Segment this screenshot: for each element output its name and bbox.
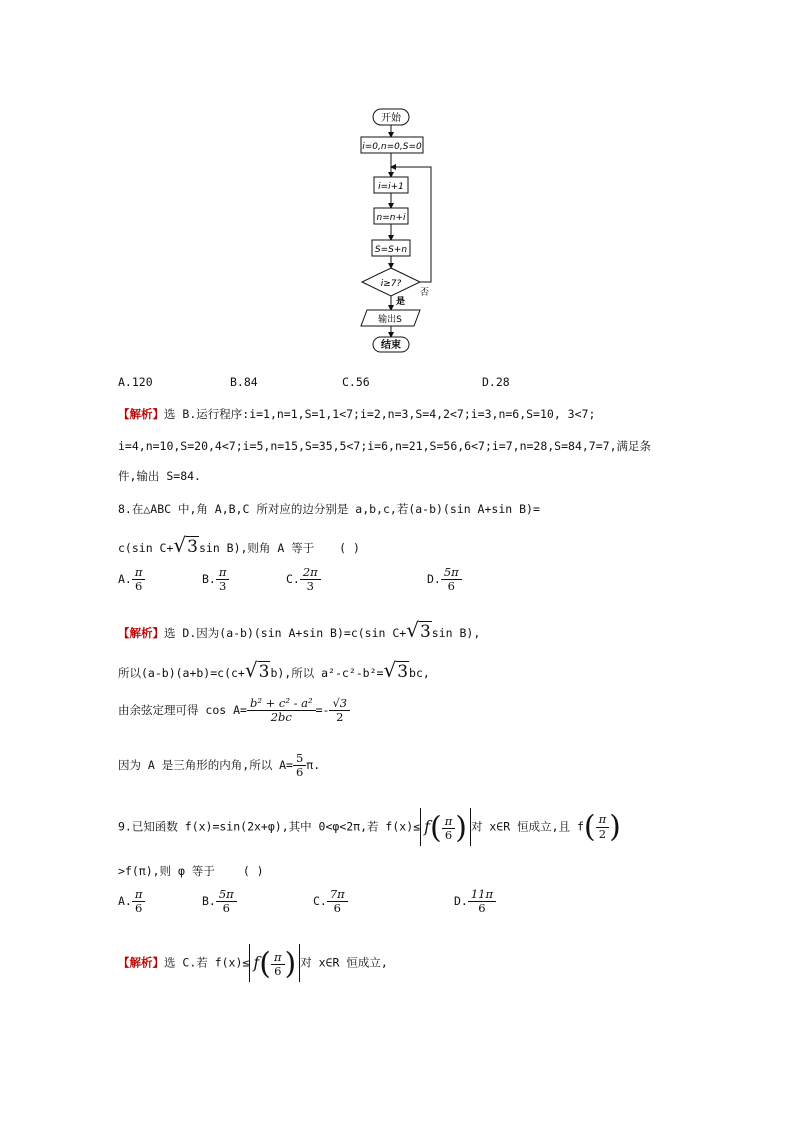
- q7-solution-line-1: 【解析】选 B.运行程序:i=1,n=1,S=1,1<7;i=2,n=3,S=4,2<7;i=3,n=6,S=10, 3<7;: [118, 407, 596, 421]
- q7-option-b: B.84: [230, 375, 258, 389]
- q8-stem-line-1: 8.在△ABC 中,角 A,B,C 所对应的边分别是 a,b,c,若(a-b)(sin A+sin B)=: [118, 502, 540, 516]
- q8-option-b: B. $\frac{\pi}{3}$: [202, 566, 229, 593]
- flow-start-label: 开始: [381, 113, 401, 124]
- flowchart: [350, 105, 450, 355]
- q8-option-a: A. $\frac{\pi}{6}$: [118, 566, 145, 593]
- flow-init-label: i=0,n=0,S=0: [362, 142, 422, 152]
- q9-option-c: C. $\frac{7\pi}{6}$: [313, 888, 348, 915]
- q7-option-d: D.28: [482, 375, 510, 389]
- q9-option-b: B. $\frac{5\pi}{6}$: [202, 888, 237, 915]
- flow-step2-label: n=n+i: [376, 213, 406, 223]
- q9-stem-line-1: 9.已知函数 f(x)=sin(2x+φ),其中 0<φ<2π,若 f(x)≤ f( $\frac{\pi}{6}$ ) 对 x∈R 恒成立,且 f( $\frac{\pi}{2}$ ): [118, 809, 621, 846]
- q8-solution-line-4: 因为 A 是三角形的内角,所以 A= $\frac{5}{6}$ π.: [118, 751, 321, 780]
- q7-solution-line-2: i=4,n=10,S=20,4<7;i=5,n=15,S=35,5<7;i=6,n=21,S=56,6<7;i=7,n=28,S=84,7=7,满足条: [118, 439, 651, 453]
- q7-option-c: C.56: [342, 375, 370, 389]
- flow-end-label: 结束: [381, 340, 401, 351]
- flow-yes-label: 是: [396, 297, 406, 307]
- q8-option-d: D. $\frac{5\pi}{6}$: [427, 566, 462, 593]
- q9-stem-line-2: >f(π),则 φ 等于 ( ): [118, 864, 264, 878]
- flow-step3-label: S=S+n: [374, 245, 408, 255]
- q9-option-a: A. $\frac{\pi}{6}$: [118, 888, 145, 915]
- q7-option-a: A.120: [118, 375, 153, 389]
- q7-solution-line-3: 件,输出 S=84.: [118, 469, 201, 483]
- q8-solution-line-3: 由余弦定理可得 cos A= $\frac{\text{b² + c² - a²}}{2bc}$ =- $\frac{√3}{2}$: [118, 697, 350, 724]
- q9-solution-tag: 【解析】: [118, 955, 164, 970]
- q8-option-c: C. $\frac{2\pi}{3}$: [286, 566, 321, 593]
- q8-stem-line-2: c(sin C+√3sin B),则角 A 等于 ( ): [118, 533, 360, 557]
- q8-solution-line-2: 所以(a-b)(a+b)=c(c+√3b),所以 a²-c²-b²=√3bc,: [118, 658, 430, 682]
- q9-solution-line-1: 【解析】选 C.若 f(x)≤ f( $\frac{\pi}{6}$ ) 对 x∈R 恒成立,: [118, 944, 388, 982]
- flow-step1-label: i=i+1: [378, 182, 404, 192]
- flow-no-label: 否: [420, 288, 430, 298]
- flow-condition-label: i≥7?: [380, 279, 402, 289]
- q7-solution-tag: 【解析】: [118, 407, 164, 421]
- q9-option-d: D. $\frac{11\pi}{6}$: [454, 888, 496, 915]
- flow-output-label: 输出S: [378, 315, 402, 325]
- q8-solution-line-1: 【解析】选 D.因为(a-b)(sin A+sin B)=c(sin C+√3sin B),: [118, 618, 481, 642]
- q8-solution-tag: 【解析】: [118, 626, 164, 640]
